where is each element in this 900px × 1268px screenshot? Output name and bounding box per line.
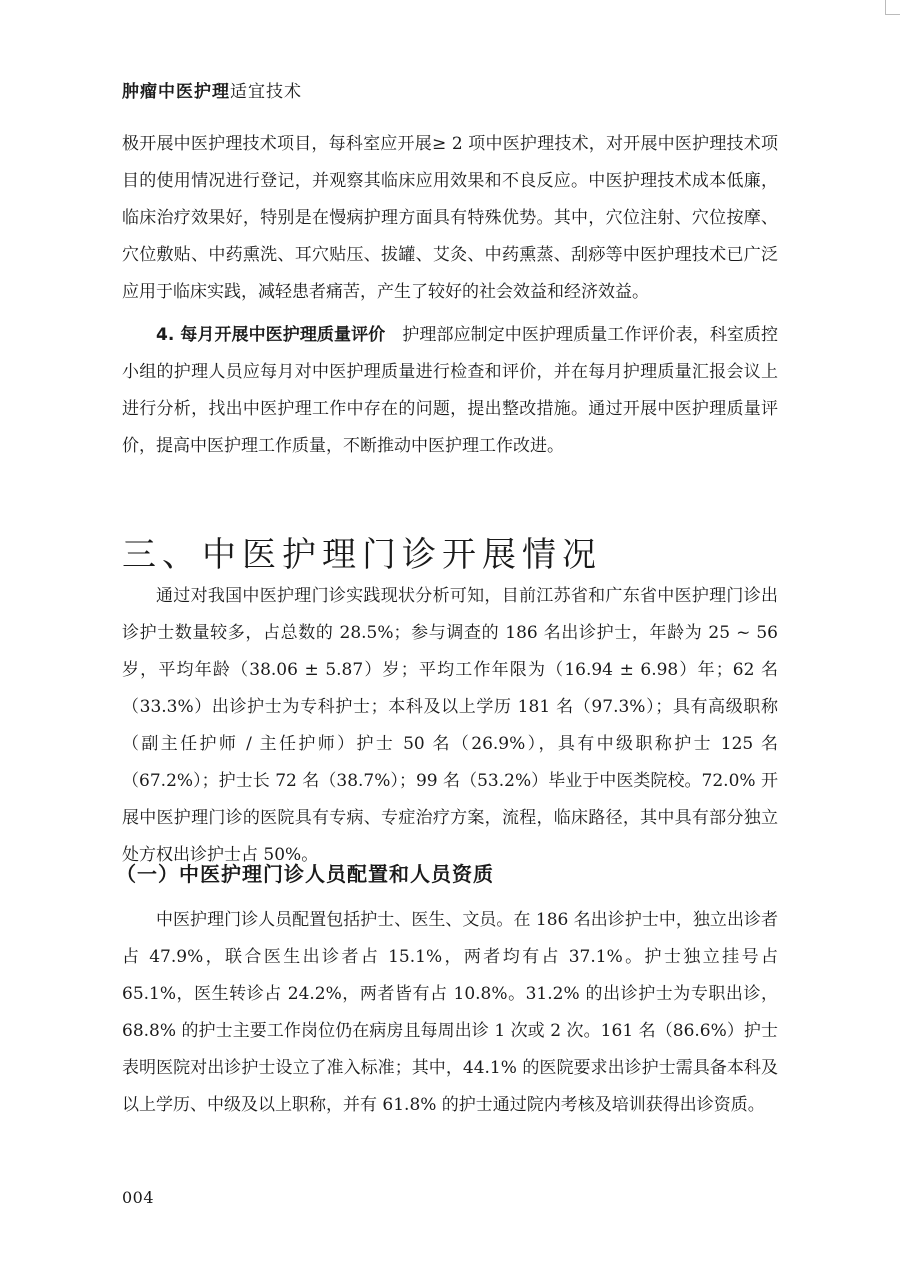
section-heading: 三、中医护理门诊开展情况 xyxy=(122,535,602,575)
running-head-bold: 肿瘤中医护理 xyxy=(122,82,230,102)
quality-evaluation-paragraph xyxy=(122,317,778,465)
subsection-paragraph xyxy=(122,902,778,1124)
subsection-heading: （一）中医护理门诊人员配置和人员资质 xyxy=(116,862,494,886)
page-corner-mark xyxy=(885,0,900,15)
running-head-normal: 适宜技术 xyxy=(230,82,302,102)
paragraph-text: 极开展中医护理技术项目，每科室应开展≥ 2 项中医护理技术，对开展中医护理技术项目的使用情况进行登记，并观察其临床应用效果和不良反应。中医护理技术成本低廉，临床治疗效果好，特别是在慢病护理方面具有特殊优势。其中，穴位注射、穴位按摩、穴位敷贴、中药熏洗、耳穴贴压、拔罐、艾灸、中药熏蒸、刮痧等中医护理技术已广泛应用于临床实践，减轻患者痛苦，产生了较好的社会效益和经济效益。 xyxy=(122,134,778,302)
section-paragraph xyxy=(122,578,778,874)
running-head xyxy=(122,77,302,102)
paragraph-text: 护理部应制定中医护理质量工作评价表，科室质控小组的护理人员应每月对中医护理质量进行检查和评价，并在每月护理质量汇报会议上进行分析，找出中医护理工作中存在的问题，提出整改措施。通过开展中医护理质量评价，提高中医护理工作质量，不断推动中医护理工作改进。 xyxy=(122,325,778,456)
paragraph-text: 中医护理门诊人员配置包括护士、医生、文员。在 186 名出诊护士中，独立出诊者占 47.9%，联合医生出诊者占 15.1%，两者均有占 37.1%。护士独立挂号占 65.1%，医生转诊占 24.2%，两者皆有占 10.8%。31.2% 的出诊护士为专职出诊，68.8% 的护士主要工作岗位仍在病房且每周出诊 1 次或 2 次。161 名（86.6%）护士表明医院对出诊护士设立了准入标准；其中，44.1% 的医院要求出诊护士需具备本科及以上学历、中级及以上职称，并有 61.8% 的护士通过院内考核及培训获得出诊资质。 xyxy=(122,910,778,1115)
paragraph-text: 通过对我国中医护理门诊实践现状分析可知，目前江苏省和广东省中医护理门诊出诊护士数量较多，占总数的 28.5%；参与调查的 186 名出诊护士，年龄为 25 ~ 56 岁，平均年龄（38.06 ± 5.87）岁；平均工作年限为（16.94 ± 6.98）年；62 名（33.3%）出诊护士为专科护士；本科及以上学历 181 名（97.3%）；具有高级职称（副主任护师 / 主任护师）护士 50 名（26.9%），具有中级职称护士 125 名（67.2%）；护士长 72 名（38.7%）；99 名（53.2%）毕业于中医类院校。72.0% 开展中医护理门诊的医院具有专病、专症治疗方案，流程，临床路径，其中具有部分独立处方权出诊护士占 50%。 xyxy=(122,586,778,865)
continued-paragraph xyxy=(122,126,778,311)
page-number: 004 xyxy=(122,1188,155,1207)
paragraph-title: 4. 每月开展中医护理质量评价 xyxy=(156,325,386,345)
